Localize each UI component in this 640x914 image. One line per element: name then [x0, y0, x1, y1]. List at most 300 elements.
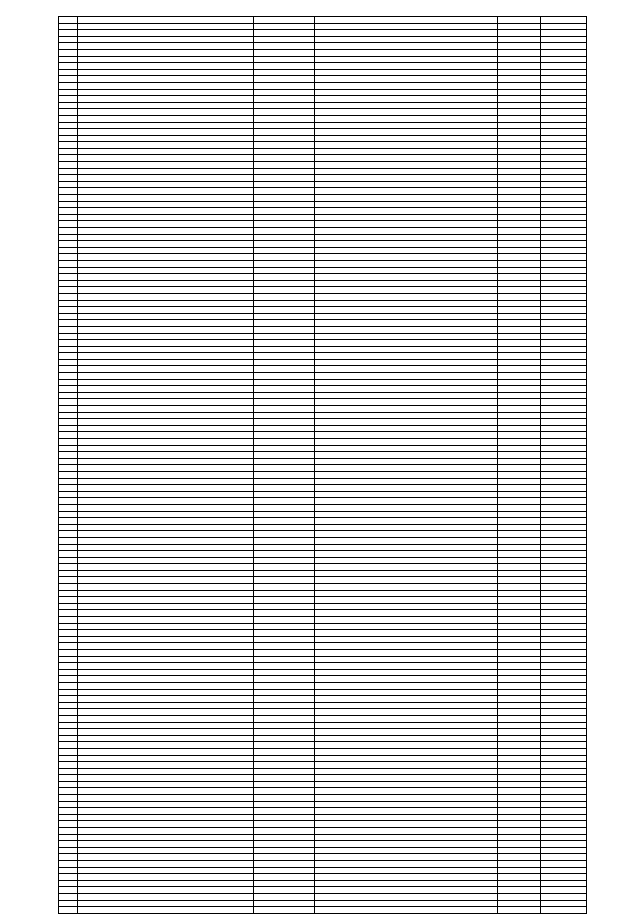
row-code-cell — [59, 682, 78, 689]
cost-cell — [541, 155, 587, 162]
cost-cell — [541, 643, 587, 650]
cost-cell — [541, 590, 587, 597]
build-year-cell — [254, 557, 315, 564]
row-code-cell — [59, 36, 78, 43]
plan-year-cell — [498, 260, 541, 267]
plan-year-cell — [498, 650, 541, 657]
build-year-cell — [254, 537, 315, 544]
address-cell — [78, 102, 254, 109]
address-cell — [78, 280, 254, 287]
build-year-cell — [254, 478, 315, 485]
build-year-cell — [254, 801, 315, 808]
work-type-cell — [315, 471, 498, 478]
row-code-cell — [59, 729, 78, 736]
address-cell — [78, 359, 254, 366]
build-year-cell — [254, 49, 315, 56]
plan-year-cell — [498, 696, 541, 703]
row-code-cell — [59, 221, 78, 228]
plan-year-cell — [498, 722, 541, 729]
plan-year-cell — [498, 821, 541, 828]
plan-year-cell — [498, 221, 541, 228]
row-code-cell — [59, 30, 78, 37]
row-code-cell — [59, 603, 78, 610]
table-row — [59, 445, 587, 452]
plan-year-cell — [498, 115, 541, 122]
table-row — [59, 406, 587, 413]
cost-cell — [541, 755, 587, 762]
build-year-cell — [254, 373, 315, 380]
table-row — [59, 399, 587, 406]
cost-cell — [541, 775, 587, 782]
plan-year-cell — [498, 531, 541, 538]
table-row — [59, 346, 587, 353]
row-code-cell — [59, 23, 78, 30]
cost-cell — [541, 768, 587, 775]
cost-cell — [541, 307, 587, 314]
table-row — [59, 485, 587, 492]
row-code-cell — [59, 696, 78, 703]
plan-year-cell — [498, 584, 541, 591]
cost-cell — [541, 570, 587, 577]
plan-year-cell — [498, 518, 541, 525]
row-code-cell — [59, 551, 78, 558]
cost-cell — [541, 531, 587, 538]
build-year-cell — [254, 241, 315, 248]
table-row — [59, 663, 587, 670]
cost-cell — [541, 893, 587, 900]
plan-year-cell — [498, 274, 541, 281]
work-type-cell — [315, 584, 498, 591]
cost-cell — [541, 406, 587, 413]
cost-cell — [541, 89, 587, 96]
table-row — [59, 43, 587, 50]
work-type-cell — [315, 122, 498, 129]
plan-year-cell — [498, 96, 541, 103]
address-cell — [78, 452, 254, 459]
work-type-cell — [315, 854, 498, 861]
work-type-cell — [315, 590, 498, 597]
work-type-cell — [315, 735, 498, 742]
build-year-cell — [254, 781, 315, 788]
plan-year-cell — [498, 399, 541, 406]
address-cell — [78, 214, 254, 221]
cost-cell — [541, 82, 587, 89]
work-type-cell — [315, 208, 498, 215]
cost-cell — [541, 228, 587, 235]
table-row — [59, 861, 587, 868]
cost-cell — [541, 808, 587, 815]
cost-cell — [541, 181, 587, 188]
address-cell — [78, 175, 254, 182]
work-type-cell — [315, 162, 498, 169]
build-year-cell — [254, 30, 315, 37]
work-type-cell — [315, 155, 498, 162]
cost-cell — [541, 636, 587, 643]
plan-year-cell — [498, 663, 541, 670]
build-year-cell — [254, 439, 315, 446]
row-code-cell — [59, 214, 78, 221]
table-row — [59, 234, 587, 241]
table-row — [59, 643, 587, 650]
row-code-cell — [59, 452, 78, 459]
row-code-cell — [59, 102, 78, 109]
address-cell — [78, 109, 254, 116]
plan-year-cell — [498, 63, 541, 70]
address-cell — [78, 485, 254, 492]
table-row — [59, 900, 587, 907]
plan-year-cell — [498, 254, 541, 261]
cost-cell — [541, 854, 587, 861]
work-type-cell — [315, 808, 498, 815]
work-type-cell — [315, 795, 498, 802]
work-type-cell — [315, 439, 498, 446]
work-type-cell — [315, 570, 498, 577]
cost-cell — [541, 834, 587, 841]
work-type-cell — [315, 524, 498, 531]
plan-year-cell — [498, 768, 541, 775]
address-cell — [78, 544, 254, 551]
row-code-cell — [59, 676, 78, 683]
work-type-cell — [315, 228, 498, 235]
row-code-cell — [59, 471, 78, 478]
table-row — [59, 722, 587, 729]
work-type-cell — [315, 781, 498, 788]
address-cell — [78, 617, 254, 624]
plan-year-cell — [498, 135, 541, 142]
work-type-cell — [315, 564, 498, 571]
work-type-cell — [315, 748, 498, 755]
cost-cell — [541, 234, 587, 241]
work-type-cell — [315, 715, 498, 722]
table-row — [59, 531, 587, 538]
cost-cell — [541, 722, 587, 729]
cost-cell — [541, 491, 587, 498]
address-cell — [78, 23, 254, 30]
row-code-cell — [59, 353, 78, 360]
address-cell — [78, 142, 254, 149]
plan-year-cell — [498, 267, 541, 274]
row-code-cell — [59, 379, 78, 386]
table-row — [59, 208, 587, 215]
table-row — [59, 709, 587, 716]
table-row — [59, 821, 587, 828]
plan-year-cell — [498, 682, 541, 689]
build-year-cell — [254, 142, 315, 149]
row-code-cell — [59, 702, 78, 709]
cost-cell — [541, 148, 587, 155]
address-cell — [78, 406, 254, 413]
address-cell — [78, 89, 254, 96]
plan-year-cell — [498, 320, 541, 327]
cost-cell — [541, 122, 587, 129]
work-type-cell — [315, 676, 498, 683]
work-type-cell — [315, 511, 498, 518]
cost-cell — [541, 630, 587, 637]
address-cell — [78, 129, 254, 136]
cost-cell — [541, 577, 587, 584]
plan-year-cell — [498, 788, 541, 795]
address-cell — [78, 518, 254, 525]
row-code-cell — [59, 228, 78, 235]
build-year-cell — [254, 379, 315, 386]
table-row — [59, 788, 587, 795]
work-type-cell — [315, 893, 498, 900]
cost-cell — [541, 432, 587, 439]
build-year-cell — [254, 96, 315, 103]
table-row — [59, 630, 587, 637]
work-type-cell — [315, 267, 498, 274]
build-year-cell — [254, 432, 315, 439]
row-code-cell — [59, 465, 78, 472]
table-row — [59, 307, 587, 314]
work-type-cell — [315, 432, 498, 439]
row-code-cell — [59, 399, 78, 406]
address-cell — [78, 260, 254, 267]
address-cell — [78, 340, 254, 347]
cost-cell — [541, 63, 587, 70]
build-year-cell — [254, 696, 315, 703]
cost-cell — [541, 96, 587, 103]
cost-cell — [541, 142, 587, 149]
address-cell — [78, 63, 254, 70]
cost-cell — [541, 597, 587, 604]
cost-cell — [541, 287, 587, 294]
address-cell — [78, 874, 254, 881]
row-code-cell — [59, 208, 78, 215]
table-body — [59, 17, 587, 914]
address-cell — [78, 636, 254, 643]
work-type-cell — [315, 181, 498, 188]
work-type-cell — [315, 887, 498, 894]
build-year-cell — [254, 366, 315, 373]
row-code-cell — [59, 880, 78, 887]
work-type-cell — [315, 788, 498, 795]
cost-cell — [541, 30, 587, 37]
cost-cell — [541, 564, 587, 571]
plan-year-cell — [498, 82, 541, 89]
address-cell — [78, 570, 254, 577]
row-code-cell — [59, 847, 78, 854]
work-type-cell — [315, 326, 498, 333]
row-code-cell — [59, 162, 78, 169]
cost-cell — [541, 557, 587, 564]
address-cell — [78, 267, 254, 274]
work-type-cell — [315, 392, 498, 399]
row-code-cell — [59, 689, 78, 696]
table-row — [59, 109, 587, 116]
table-row — [59, 617, 587, 624]
plan-year-cell — [498, 907, 541, 914]
table-row — [59, 748, 587, 755]
plan-year-cell — [498, 201, 541, 208]
cost-cell — [541, 76, 587, 83]
work-type-cell — [315, 69, 498, 76]
work-type-cell — [315, 742, 498, 749]
build-year-cell — [254, 43, 315, 50]
work-type-cell — [315, 636, 498, 643]
address-cell — [78, 241, 254, 248]
plan-year-cell — [498, 30, 541, 37]
plan-year-cell — [498, 155, 541, 162]
table-row — [59, 557, 587, 564]
table-row — [59, 320, 587, 327]
build-year-cell — [254, 135, 315, 142]
plan-year-cell — [498, 729, 541, 736]
plan-year-cell — [498, 142, 541, 149]
cost-cell — [541, 109, 587, 116]
address-cell — [78, 326, 254, 333]
table-row — [59, 379, 587, 386]
address-cell — [78, 584, 254, 591]
work-type-cell — [315, 656, 498, 663]
build-year-cell — [254, 115, 315, 122]
row-code-cell — [59, 346, 78, 353]
work-type-cell — [315, 504, 498, 511]
cost-cell — [541, 742, 587, 749]
plan-year-cell — [498, 366, 541, 373]
build-year-cell — [254, 702, 315, 709]
table-row — [59, 386, 587, 393]
address-cell — [78, 676, 254, 683]
plan-year-cell — [498, 228, 541, 235]
work-type-cell — [315, 188, 498, 195]
address-cell — [78, 30, 254, 37]
cost-cell — [541, 195, 587, 202]
work-type-cell — [315, 663, 498, 670]
build-year-cell — [254, 201, 315, 208]
plan-year-cell — [498, 392, 541, 399]
work-type-cell — [315, 76, 498, 83]
table-row — [59, 267, 587, 274]
build-year-cell — [254, 669, 315, 676]
row-code-cell — [59, 643, 78, 650]
table-row — [59, 478, 587, 485]
build-year-cell — [254, 808, 315, 815]
row-code-cell — [59, 617, 78, 624]
build-year-cell — [254, 326, 315, 333]
address-cell — [78, 287, 254, 294]
plan-year-cell — [498, 465, 541, 472]
table-row — [59, 274, 587, 281]
address-cell — [78, 564, 254, 571]
build-year-cell — [254, 867, 315, 874]
address-cell — [78, 56, 254, 63]
row-code-cell — [59, 874, 78, 881]
table-row — [59, 504, 587, 511]
work-type-cell — [315, 729, 498, 736]
table-row — [59, 412, 587, 419]
build-year-cell — [254, 195, 315, 202]
build-year-cell — [254, 425, 315, 432]
row-code-cell — [59, 274, 78, 281]
work-type-cell — [315, 307, 498, 314]
build-year-cell — [254, 755, 315, 762]
cost-cell — [541, 254, 587, 261]
table-row — [59, 76, 587, 83]
plan-year-cell — [498, 847, 541, 854]
table-row — [59, 735, 587, 742]
table-row — [59, 762, 587, 769]
address-cell — [78, 630, 254, 637]
cost-cell — [541, 478, 587, 485]
row-code-cell — [59, 623, 78, 630]
plan-year-cell — [498, 570, 541, 577]
address-cell — [78, 293, 254, 300]
plan-year-cell — [498, 23, 541, 30]
cost-cell — [541, 208, 587, 215]
cost-cell — [541, 471, 587, 478]
work-type-cell — [315, 280, 498, 287]
cost-cell — [541, 821, 587, 828]
build-year-cell — [254, 795, 315, 802]
work-type-cell — [315, 340, 498, 347]
build-year-cell — [254, 181, 315, 188]
table-row — [59, 168, 587, 175]
work-type-cell — [315, 531, 498, 538]
build-year-cell — [254, 597, 315, 604]
row-code-cell — [59, 577, 78, 584]
plan-year-cell — [498, 491, 541, 498]
table-row — [59, 155, 587, 162]
plan-year-cell — [498, 814, 541, 821]
row-code-cell — [59, 722, 78, 729]
table-row — [59, 69, 587, 76]
address-cell — [78, 445, 254, 452]
plan-year-cell — [498, 603, 541, 610]
work-type-cell — [315, 359, 498, 366]
row-code-cell — [59, 293, 78, 300]
build-year-cell — [254, 828, 315, 835]
row-code-cell — [59, 392, 78, 399]
build-year-cell — [254, 762, 315, 769]
build-year-cell — [254, 676, 315, 683]
work-type-cell — [315, 867, 498, 874]
address-cell — [78, 366, 254, 373]
cost-cell — [541, 663, 587, 670]
address-cell — [78, 247, 254, 254]
address-cell — [78, 847, 254, 854]
row-code-cell — [59, 82, 78, 89]
build-year-cell — [254, 564, 315, 571]
table-row — [59, 702, 587, 709]
plan-year-cell — [498, 122, 541, 129]
work-type-cell — [315, 452, 498, 459]
address-cell — [78, 201, 254, 208]
build-year-cell — [254, 689, 315, 696]
build-year-cell — [254, 359, 315, 366]
work-type-cell — [315, 96, 498, 103]
plan-year-cell — [498, 425, 541, 432]
plan-year-cell — [498, 702, 541, 709]
cost-cell — [541, 379, 587, 386]
plan-year-cell — [498, 636, 541, 643]
row-code-cell — [59, 854, 78, 861]
address-cell — [78, 82, 254, 89]
address-cell — [78, 254, 254, 261]
build-year-cell — [254, 23, 315, 30]
table-row — [59, 893, 587, 900]
row-code-cell — [59, 801, 78, 808]
table-row — [59, 603, 587, 610]
plan-year-cell — [498, 577, 541, 584]
plan-year-cell — [498, 247, 541, 254]
build-year-cell — [254, 129, 315, 136]
address-cell — [78, 755, 254, 762]
table-row — [59, 610, 587, 617]
build-year-cell — [254, 485, 315, 492]
build-year-cell — [254, 471, 315, 478]
cost-cell — [541, 518, 587, 525]
